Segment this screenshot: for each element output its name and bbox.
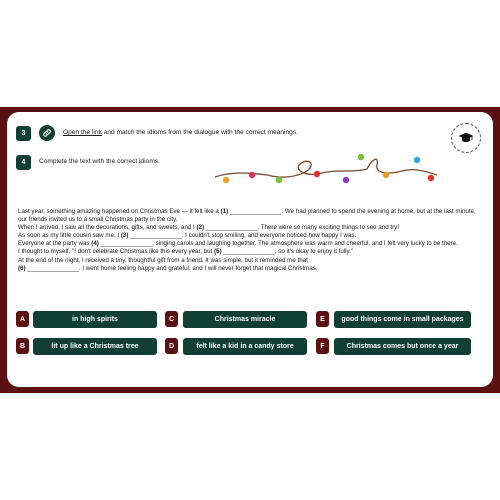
option-c-button[interactable]: Christmas miracle: [183, 311, 307, 328]
task-3-instruction: Open the link and match the idioms from the dialogue with the correct meanings.: [63, 129, 298, 136]
option-f-button[interactable]: Christmas comes but once a year: [334, 338, 471, 355]
option-b-button[interactable]: lit up like a Christmas tree: [33, 338, 157, 355]
story-line-6: At the end of the night, I received a tiny, thoughtful gift from a friend. It was simple, but it reminded me that: [18, 256, 308, 264]
task-number-3: 3: [16, 126, 31, 141]
maroon-frame: [0, 107, 500, 393]
option-letter-b: B: [16, 338, 29, 354]
option-letter-e: E: [316, 311, 329, 327]
story-line-3: As soon as my little cousin saw me, I (3) _______________. I couldn't stop smiling, and everyone noticed how happy I was.: [18, 232, 357, 240]
option-a-button[interactable]: in high spirits: [33, 311, 157, 328]
option-letter-f: F: [316, 338, 329, 354]
christmas-lights-icon: [207, 147, 442, 192]
story-line-7: (6) _______________. I went home feeling happy and grateful, and I will never forget that magical Christmas.: [18, 264, 318, 272]
story-text: [18, 208, 478, 273]
task-number-4: 4: [16, 155, 31, 170]
story-line-4: Everyone at the party was (4) _______________, singing carols and laughing together. The atmosphere was warm and cheerful, and I felt very lucky to be there.: [18, 240, 458, 248]
option-letter-d: D: [165, 338, 178, 354]
task-4-instruction: Complete the text with the correct idioms.: [39, 158, 160, 165]
option-e-button[interactable]: good things come in small packages: [334, 311, 471, 328]
option-letter-a: A: [16, 311, 29, 327]
option-d-button[interactable]: felt like a kid in a candy store: [183, 338, 307, 355]
exercise-card: [7, 112, 493, 387]
open-link[interactable]: Open the link: [63, 129, 102, 136]
story-line-5: I thought to myself, "I don't celebrate Christmas like this every year, but (5) _______________, so it's okay to enjoy it fully.": [18, 248, 354, 256]
link-icon[interactable]: [39, 125, 55, 141]
graduation-cap-icon: [451, 123, 481, 153]
option-letter-c: C: [165, 311, 178, 327]
story-line-1: Last year, something amazing happened on Christmas Eve — it felt like a (1) _______________. We had planned to spend the evening at home, but at the last minute, our friends invited us to a small Christmas party in the city.: [18, 208, 476, 224]
story-line-2: When I arrived, I saw all the decorations, gifts, and sweets, and I (2) _______________. There were so many exciting things to see and try!: [18, 224, 399, 232]
